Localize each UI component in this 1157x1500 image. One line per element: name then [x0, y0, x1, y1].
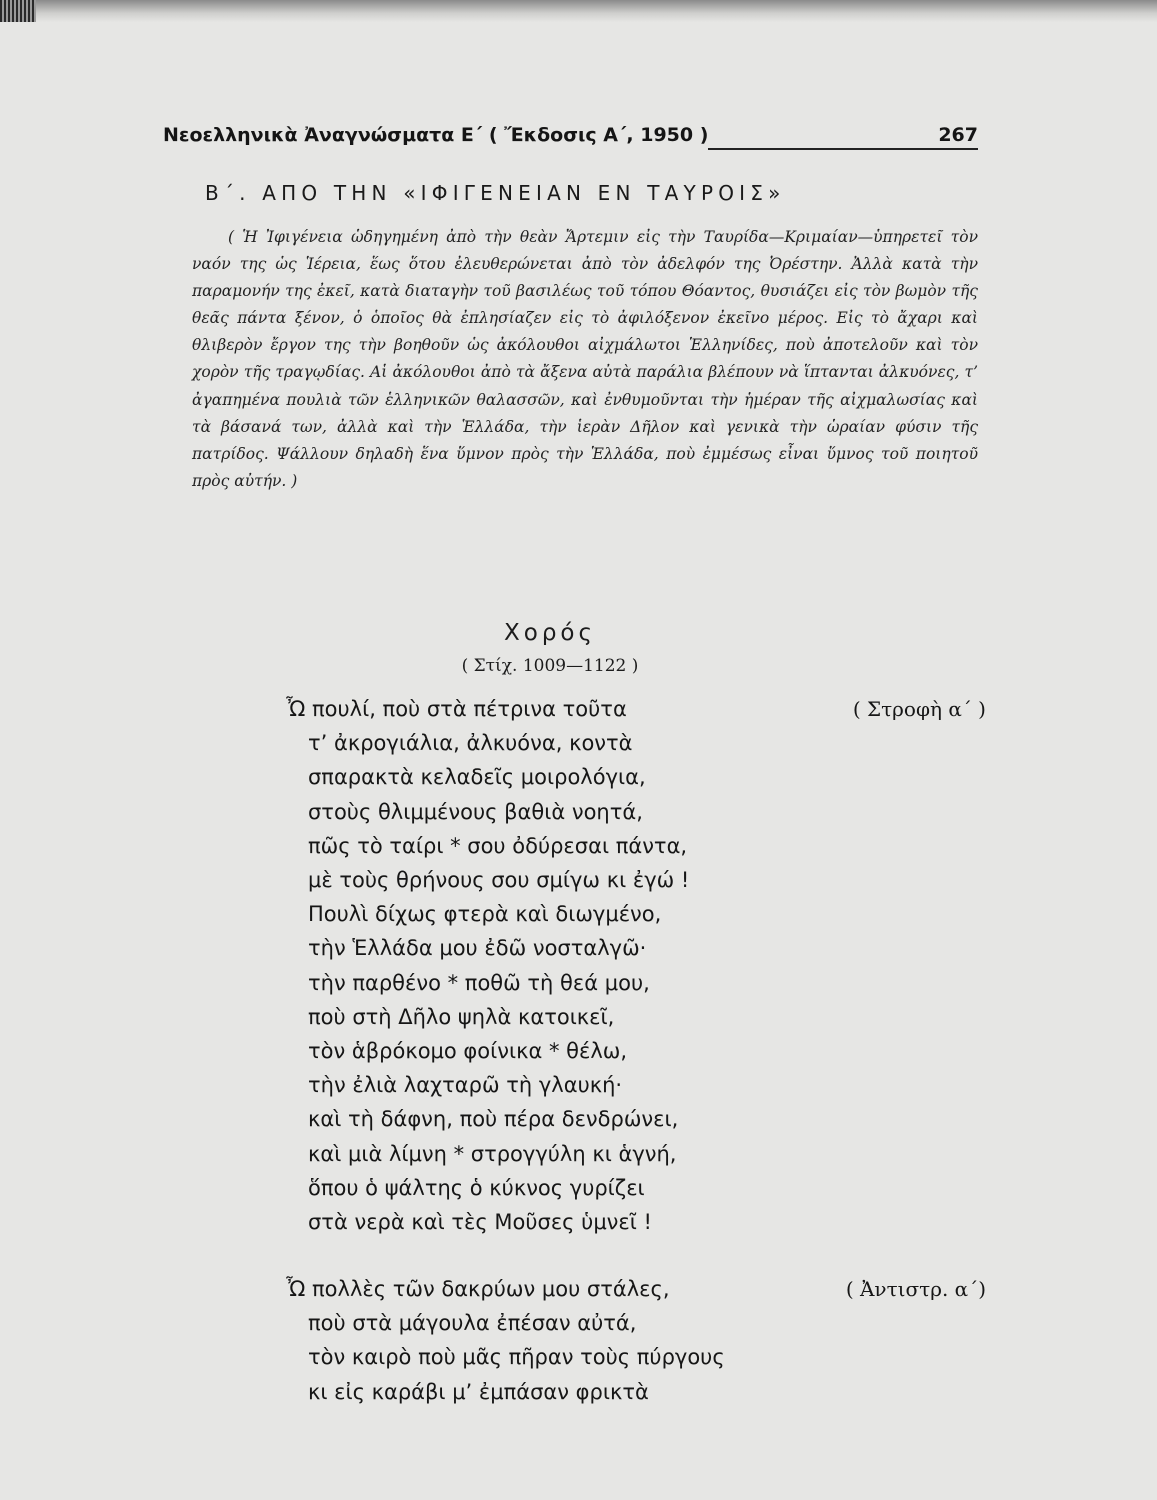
- poem-line: καὶ μιὰ λίμνη * στρογγύλη κι ἁγνή,: [308, 1141, 677, 1166]
- poem-line: ποὺ στὰ μάγουλα ἐπέσαν αὐτά,: [308, 1311, 637, 1336]
- page-header: [163, 118, 978, 152]
- intro-text: ( Ἡ Ἰφιγένεια ὡδηγημένη ἀπὸ τὴν θεὰν Ἄρτεμιν εἰς τὴν Ταυρίδα—Κριμαίαν—ὑπηρετεῖ τὸν ναόν της ὡς Ἱέρεια, ἕως ὅτου ἐλευθερώνεται ἀπὸ τὸν ἀδελφόν της Ὀρέστην. Ἀλλὰ κατὰ τὴν παραμονήν της ἐκεῖ, κατὰ διαταγὴν τοῦ βασιλέως τοῦ τόπου Θόαντος, θυσιάζει εἰς τὸν βωμὸν τῆς θεᾶς πάντα ξένον, ὁ ὁποῖος θὰ ἐπλησίαζεν εἰς τὸ ἀφιλόξενον ἐκεῖνο μέρος. Εἰς τὸ ἄχαρι καὶ θλιβερὸν ἔργον της τὴν βοηθοῦν ὡς ἀκόλουθοι αἰχμάλωτοι Ἑλληνίδες, ποὺ ἀποτελοῦν καὶ τὸν χορὸν τῆς τραγῳδίας. Αἱ ἀκόλουθοι ἀπὸ τὰ ἄξενα αὐτὰ παράλια βλέπουν νὰ ἵπτανται ἀλκυόνες, τ’ ἀγαπημένα πουλιὰ τῶν ἑλληνικῶν θαλασσῶν, καὶ ἐνθυμοῦνται τὴν ἡμέραν τῆς αἰχμαλωσίας καὶ τὰ βάσανά των, ἀλλὰ καὶ τὴν Ἑλλάδα, τὴν ἱερὰν Δῆλον καὶ γενικὰ τὴν ὡραίαν φύσιν τῆς πατρίδος. Ψάλλουν δηλαδὴ ἕνα ὕμνον πρὸς τὴν Ἑλλάδα, ποὺ ἐμμέσως εἶναι ὕμνος τοῦ ποιητοῦ πρὸς αὐτήν. ): [192, 228, 978, 490]
- poem-line: τὴν παρθένο * ποθῶ τὴ θεά μου,: [308, 970, 650, 995]
- scan-binding-edge: [0, 0, 36, 22]
- stanza-tag: ( Ἀντιστρ. α΄): [845, 1277, 986, 1301]
- scan-top-edge: [0, 0, 1157, 22]
- poem-line: τὸν ἁβρόκομο φοίνικα * θέλω,: [308, 1039, 628, 1064]
- page-number: 267: [938, 124, 978, 146]
- poem-line: καὶ τὴ δάφνη, ποὺ πέρα δενδρώνει,: [308, 1107, 679, 1132]
- poem-line: στὰ νερὰ καὶ τὲς Μοῦσες ὑμνεῖ !: [308, 1210, 652, 1235]
- stanza-tag: ( Στροφὴ α΄ ): [852, 697, 986, 721]
- poem-line: τὸν καιρὸ ποὺ μᾶς πῆραν τοὺς πύργους: [308, 1345, 725, 1370]
- poem-title: Χορός: [504, 620, 596, 646]
- header-rule: [708, 148, 978, 150]
- poem-line: κι εἰς καράβι μ’ ἐμπάσαν φρικτὰ: [308, 1379, 649, 1404]
- poem-line: τὴν Ἑλλάδα μου ἐδῶ νοσταλγῶ·: [308, 936, 647, 961]
- verses-reference: ( Στίχ. 1009—1122 ): [461, 656, 639, 676]
- poem-line: Πουλὶ δίχως φτερὰ καὶ διωγμένο,: [308, 902, 662, 927]
- poem-line: ὅπου ὁ ψάλτης ὁ κύκνος γυρίζει: [308, 1175, 645, 1200]
- intro-paragraph: [192, 224, 978, 495]
- poem-line: τ’ ἀκρογιάλια, ἀλκυόνα, κοντὰ: [308, 731, 633, 756]
- poem-line: σπαρακτὰ κελαδεῖς μοιρολόγια,: [308, 765, 646, 790]
- poem-line: ποὺ στὴ Δῆλο ψηλὰ κατοικεῖ,: [308, 1004, 615, 1029]
- poem-line: μὲ τοὺς θρήνους σου σμίγω κι ἐγώ !: [308, 868, 690, 893]
- poem-line: πῶς τὸ ταίρι * σου ὀδύρεσαι πάντα,: [308, 833, 688, 858]
- section-title: Β΄. ΑΠΟ ΤΗΝ «ΙΦΙΓΕΝΕΙΑΝ ΕΝ ΤΑΥΡΟΙΣ»: [205, 181, 786, 205]
- poem-line: τὴν ἐλιὰ λαχταρῶ τὴ γλαυκή·: [308, 1073, 623, 1098]
- poem-line: Ὦ πολλὲς τῶν δακρύων μου στάλες,: [286, 1277, 670, 1301]
- poem-line: Ὦ πουλί, ποὺ στὰ πέτρινα τοῦτα: [286, 697, 627, 721]
- stanza-strophe: [286, 692, 986, 1239]
- stanza-antistrophe: [286, 1272, 986, 1409]
- running-title: Νεοελληνικὰ Ἀναγνώσματα Ε΄ ( Ἔκδοσις Α΄, 1950 ): [163, 124, 709, 146]
- poem-line: στοὺς θλιμμένους βαθιὰ νοητά,: [308, 799, 643, 824]
